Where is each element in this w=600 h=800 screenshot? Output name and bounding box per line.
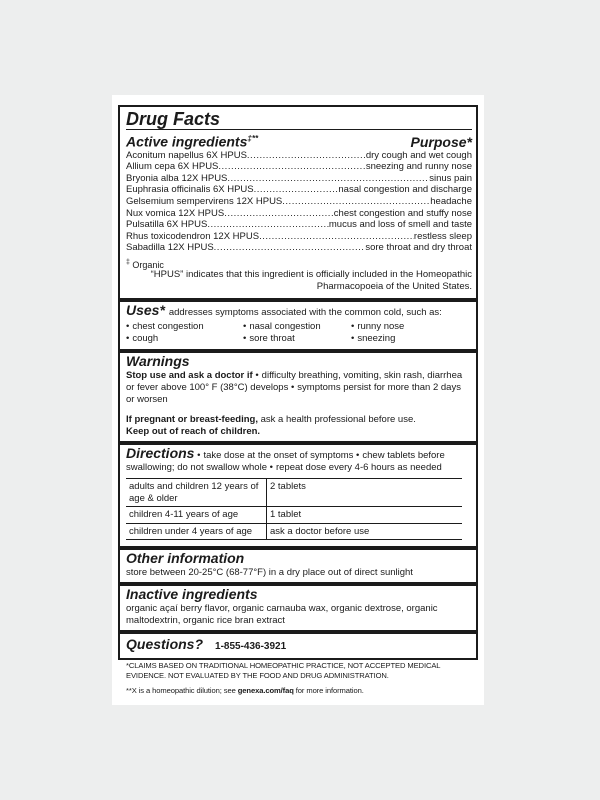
stop-use-item: • symptoms persist for more than 2 days or worsen	[126, 382, 461, 405]
dosage-age: children under 4 years of age	[126, 523, 267, 540]
ingredient-name: Bryonia alba 12X HPUS	[126, 172, 228, 184]
ingredient-name: Pulsatilla 6X HPUS	[126, 219, 208, 231]
leader-dots	[218, 161, 365, 173]
other-info-text: store between 20-25°C (68-77°F) in a dry place out of direct sunlight	[126, 567, 413, 578]
inactive-title: Inactive ingredients	[126, 586, 258, 602]
leader-dots	[207, 219, 329, 231]
ingredient-name: Rhus toxicodendron 12X HPUS	[126, 230, 260, 242]
questions-section	[120, 630, 476, 658]
symptom-list	[126, 321, 472, 346]
faq-link[interactable]: genexa.com/faq	[237, 686, 294, 695]
dosage-table	[126, 478, 462, 540]
leader-dots	[214, 242, 366, 254]
dosage-row	[126, 479, 462, 507]
ingredient-purpose: sneezing and runny nose	[365, 161, 472, 173]
leader-dots	[227, 173, 429, 185]
dosage-row	[126, 507, 462, 524]
ingredient-row	[126, 208, 472, 220]
keep-out-warning: Keep out of reach of children.	[126, 426, 261, 437]
ingredient-row	[126, 184, 472, 196]
direction-item: • repeat dose every 4-6 hours as needed	[270, 462, 442, 473]
questions-title: Questions?	[126, 636, 204, 652]
leader-dots	[254, 184, 339, 196]
ingredient-name: Gelsemium sempervirens 12X HPUS	[126, 196, 283, 208]
ingredient-row	[126, 219, 472, 231]
dilution-prefix: **X is a homeopathic dilution; see	[126, 686, 236, 695]
symptom-item: • sore throat	[243, 333, 351, 345]
symptom-item: • nasal congestion	[243, 321, 351, 333]
uses-intro: addresses symptoms associated with the common cold, such as:	[168, 307, 442, 318]
dosage-amount: ask a doctor before use	[267, 523, 463, 540]
inactive-text: organic açaí berry flavor, organic carnauba wax, organic dextrose, organic maltodextrin, organic rice bran extract	[126, 603, 438, 626]
ingredient-row	[126, 150, 472, 162]
ingredient-name: Allium cepa 6X HPUS	[126, 161, 219, 173]
uses-title: Uses*	[126, 302, 165, 318]
active-ingredients-section	[120, 107, 476, 298]
symptom-item: • cough	[126, 333, 243, 345]
claims-footnote: *CLAIMS BASED ON TRADITIONAL HOMEOPATHIC PRACTICE, NOT ACCEPTED MEDICAL EVIDENCE. NOT EVALUATED BY THE FOOD AND DRUG ADMINISTRATION.	[126, 661, 441, 680]
drug-facts-title: Drug Facts	[126, 109, 221, 129]
organic-mark: ‡	[126, 259, 130, 266]
ingredient-row	[126, 161, 472, 173]
drug-facts-panel	[118, 105, 478, 660]
hpus-note: “HPUS” indicates that this ingredient is officially included in the Homeopathic Pharmacopoeia of the United States.	[150, 269, 472, 292]
organic-label: Organic	[132, 260, 164, 270]
stop-use-item: • difficulty breathing, vomiting, skin rash, diarrhea or fever above 100° F (38°C) develops	[126, 370, 462, 393]
warnings-title: Warnings	[126, 353, 190, 369]
ingredient-purpose: dry cough and wet cough	[365, 149, 472, 161]
directions-title: Directions	[126, 445, 195, 461]
other-info-section	[120, 546, 476, 582]
stop-use-text	[126, 370, 472, 406]
ingredient-purpose: mucus and loss of smell and taste	[328, 219, 472, 231]
ingredient-row	[126, 196, 472, 208]
uses-section	[120, 298, 476, 349]
leader-dots	[247, 150, 366, 162]
ingredient-name: Nux vomica 12X HPUS	[126, 207, 225, 219]
ingredient-row	[126, 231, 472, 243]
directions-text	[126, 445, 472, 474]
ingredient-purpose: nasal congestion and discharge	[338, 184, 472, 196]
active-ingredients-header	[126, 129, 472, 150]
dosage-amount: 2 tablets	[267, 479, 463, 507]
ingredient-purpose: sore throat and dry throat	[365, 242, 472, 254]
pregnancy-text: ask a health professional before use.	[260, 414, 416, 425]
uses-header	[126, 302, 472, 321]
ingredient-row	[126, 242, 472, 254]
pregnancy-warning	[126, 414, 472, 426]
pregnancy-label: If pregnant or breast-feeding,	[126, 414, 258, 425]
symptom-item: • runny nose	[351, 321, 472, 333]
footnotes	[126, 661, 476, 701]
ingredient-name: Aconitum napellus 6X HPUS	[126, 149, 247, 161]
ingredient-purpose: headache	[430, 196, 472, 208]
ingredient-purpose: sinus pain	[429, 172, 472, 184]
other-info-title: Other information	[126, 550, 245, 566]
leader-dots	[224, 208, 334, 220]
questions-row	[126, 634, 472, 655]
ingredient-list	[126, 150, 472, 254]
leader-dots	[259, 231, 414, 243]
stop-use-label: Stop use and ask a doctor if	[126, 370, 253, 381]
dosage-row	[126, 523, 462, 540]
active-ingredients-title: Active ingredients	[126, 133, 248, 150]
directions-section	[120, 441, 476, 546]
dilution-footnote	[126, 686, 476, 696]
symptom-item: • sneezing	[351, 333, 472, 345]
dosage-amount: 1 tablet	[267, 507, 463, 524]
dilution-suffix: for more information.	[295, 686, 364, 695]
ingredient-purpose: restless sleep	[413, 230, 472, 242]
dosage-age: adults and children 12 years of age & older	[126, 479, 267, 507]
purpose-title: Purpose*	[410, 133, 472, 150]
phone-number[interactable]: 1-855-436-3921	[215, 641, 287, 652]
dosage-age: children 4-11 years of age	[126, 507, 267, 524]
active-ingredients-mark: ‡**	[247, 134, 259, 143]
warnings-section	[120, 349, 476, 441]
ingredient-name: Sabadilla 12X HPUS	[126, 242, 214, 254]
ingredient-purpose: chest congestion and stuffy nose	[333, 207, 472, 219]
ingredient-name: Euphrasia officinalis 6X HPUS	[126, 184, 254, 196]
inactive-section	[120, 582, 476, 630]
direction-item: • chew tablets before swallowing; do not swallow whole	[126, 450, 445, 473]
ingredient-row	[126, 173, 472, 185]
leader-dots	[282, 196, 430, 208]
label-card	[112, 95, 484, 705]
direction-item: • take dose at the onset of symptoms	[197, 450, 353, 461]
symptom-item: • chest congestion	[126, 321, 243, 333]
